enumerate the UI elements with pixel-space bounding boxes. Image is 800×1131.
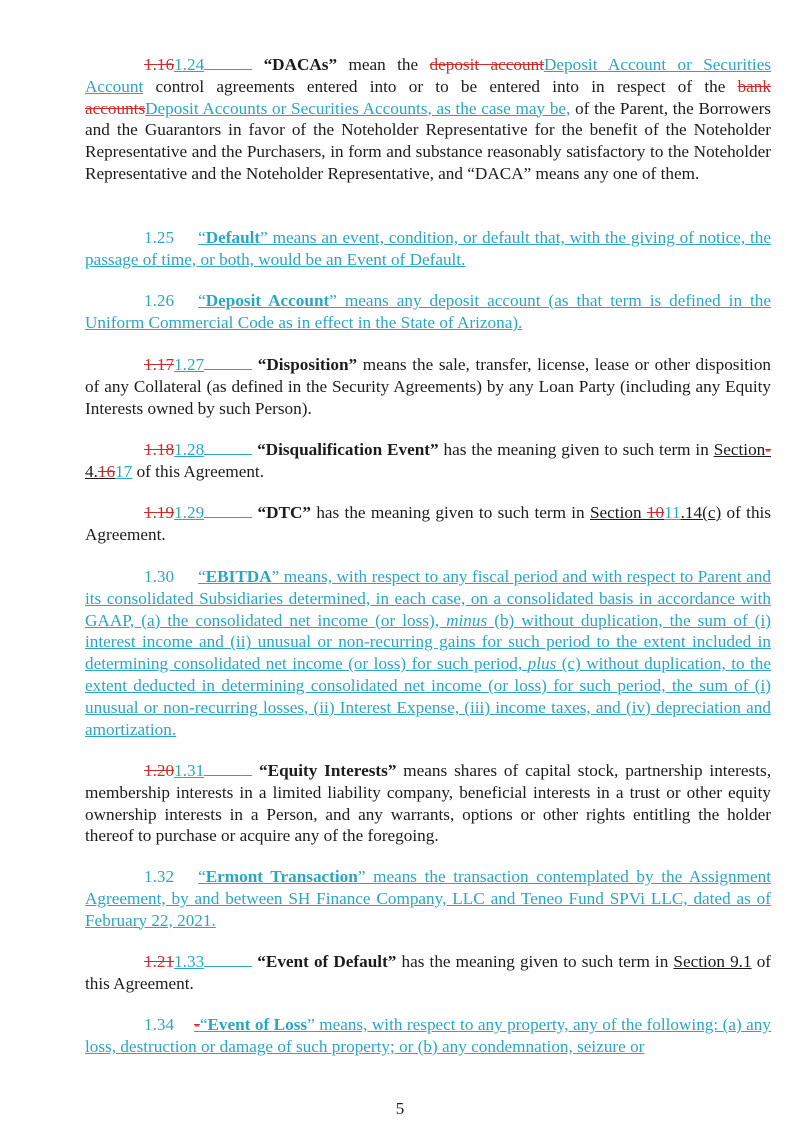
inserted-text: (c) without duplication, to the extent deducted in determining consolidated net income (or loss) for such period, the sum of (i) unusual or non-recurring losses, (ii) Interest Expense, (iii) income taxes, and (iv) depreciation and amortization. <box>85 654 771 739</box>
quote-mark: “ <box>198 567 206 586</box>
new-section-number: 1.29 <box>174 503 205 522</box>
new-section-number: 1.25 <box>144 228 175 247</box>
definition-event-of-loss <box>85 1014 771 1058</box>
deleted-text: - <box>194 1015 200 1034</box>
section-label: Section <box>589 503 647 522</box>
italic-term: minus <box>446 610 488 630</box>
definition-disposition <box>85 354 771 419</box>
inserted-text: means, with respect to any property, any of the following: (a) any loss, destruction or damage of such property; or (b) any condemnation, seizure or <box>85 1015 771 1056</box>
defined-term: “Equity Interests” <box>259 761 397 780</box>
defined-term: Event of Loss <box>207 1015 308 1034</box>
definition-default <box>85 227 771 271</box>
inserted-text: 11 <box>664 503 681 522</box>
deleted-text: 10 <box>646 503 665 522</box>
defined-term: Default <box>205 228 261 247</box>
inserted-text: means an event, condition, or default that, with the giving of notice, the passage of time, or both, would be an Event of Default. <box>85 228 771 269</box>
definition-event-of-default <box>85 951 771 995</box>
definition-ermont-transaction <box>85 866 771 931</box>
section-reference <box>590 503 721 522</box>
defined-term: EBITDA <box>205 567 272 586</box>
new-section-number: 1.30 <box>144 567 175 586</box>
defined-term: “Event of Default” <box>257 952 397 971</box>
definition-disqualification-event <box>85 439 771 483</box>
deleted-text: - <box>765 440 771 459</box>
definition-text: means shares of capital stock, partnership interests, membership interests in a limited liability company, beneficial interests in a trust or other equity ownership interests in a Person, and any warrants, options or other rights entitling the holder thereof to purchase or acquire any of the foregoing. <box>85 761 771 846</box>
old-section-number: 1.18 <box>144 440 175 459</box>
new-section-number: 1.24 <box>174 55 205 74</box>
old-section-number: 1.16 <box>144 55 175 74</box>
inserted-text: 17 <box>115 461 133 481</box>
section-label: Section <box>713 440 766 459</box>
defined-term: “Disqualification Event” <box>257 440 439 459</box>
quote-mark: ” <box>271 567 280 586</box>
quote-mark: ” <box>357 867 366 886</box>
definition-text: of the Parent, the Borrowers and the Guarantors in favor of the Noteholder Representative for the benefit of the Noteholder Representative and the Purchasers, in form and substance reasonably satisfactory to the Noteholder Representative and the Noteholder Representative, and “DACA” means any one of them. <box>85 98 771 183</box>
definition-text: of this Agreement. <box>85 503 771 544</box>
new-section-number: 1.31 <box>174 761 205 780</box>
definition-text: mean the <box>337 55 430 74</box>
definition-text: of this Agreement. <box>132 461 265 481</box>
section-number-part: 4. <box>85 461 98 481</box>
new-section-number: 1.32 <box>144 867 175 886</box>
inserted-text: (b) without duplication, the sum of (i) interest income and (ii) unusual or non-recurring gains for such period to the extent included in determining consolidated net income (or loss) for such period, <box>85 610 772 674</box>
definition-ebitda <box>85 566 771 740</box>
new-section-number: 1.26 <box>144 291 175 310</box>
defined-term: “DTC” <box>257 503 311 522</box>
defined-term: Ermont Transaction <box>205 867 358 886</box>
inserted-text: Deposit Accounts or Securities Accounts, as the case may be, <box>145 98 571 118</box>
quote-mark: ” <box>260 228 268 247</box>
inserted-text: Deposit Account or Securities Account <box>85 55 772 96</box>
quote-mark: “ <box>198 228 206 247</box>
inserted-text: means, with respect to any fiscal period and with respect to Parent and its consolidated Subsidiaries determined, in each case, on a consolidated basis in accordance with GAAP, (a) the consolidated net income (or loss), <box>85 567 771 630</box>
old-section-number: 1.20 <box>144 761 175 780</box>
deleted-text: bank accounts <box>85 76 771 118</box>
page-number: 5 <box>395 1099 405 1118</box>
old-section-number: 1.17 <box>144 355 175 374</box>
definition-dacas <box>85 54 771 185</box>
new-section-number: 1.27 <box>174 355 205 374</box>
old-section-number: 1.19 <box>144 503 175 522</box>
italic-term: plus <box>527 654 557 674</box>
definition-text: has the meaning given to such term in <box>310 503 590 522</box>
quote-mark: ” <box>307 1015 315 1034</box>
section-number-part: .14(c) <box>680 503 722 522</box>
definition-text: has the meaning given to such term in <box>438 440 714 459</box>
defined-term: “DACAs” <box>263 55 338 74</box>
inserted-text: means any deposit account (as that term is defined in the Uniform Commercial Code as in effect in the State of Arizona). <box>85 291 771 332</box>
definition-dtc <box>85 502 771 546</box>
new-section-number: 1.34 <box>144 1015 175 1034</box>
definition-text: means the sale, transfer, license, lease or other disposition of any Collateral (as defined in the Security Agreements) by any Loan Party (including any Equity Interests owned by such Person). <box>85 355 772 418</box>
deleted-text: 16 <box>97 461 116 481</box>
definition-text: of this Agreement. <box>85 952 772 993</box>
quote-mark: “ <box>198 291 206 310</box>
deleted-text: deposit account <box>429 55 544 74</box>
inserted-text: means the transaction contemplated by the Assignment Agreement, by and between SH Finance Company, LLC and Teneo Fund SPVi LLC, dated as of February 22, 2021. <box>85 867 771 930</box>
section-reference: Section 9.1 <box>673 952 752 971</box>
quote-mark: “ <box>198 867 206 886</box>
new-section-number: 1.33 <box>174 952 205 971</box>
old-section-number: 1.21 <box>144 952 175 971</box>
definition-text: control agreements entered into or to be entered into in respect of the <box>143 76 738 96</box>
quote-mark: “ <box>199 1015 208 1034</box>
definition-deposit-account <box>85 290 771 334</box>
definition-text: has the meaning given to such term in <box>396 952 674 971</box>
defined-term: Deposit Account <box>205 291 330 310</box>
new-section-number: 1.28 <box>174 440 205 459</box>
defined-term: “Disposition” <box>257 355 358 374</box>
quote-mark: ” <box>329 291 337 310</box>
definition-equity-interests <box>85 760 771 847</box>
